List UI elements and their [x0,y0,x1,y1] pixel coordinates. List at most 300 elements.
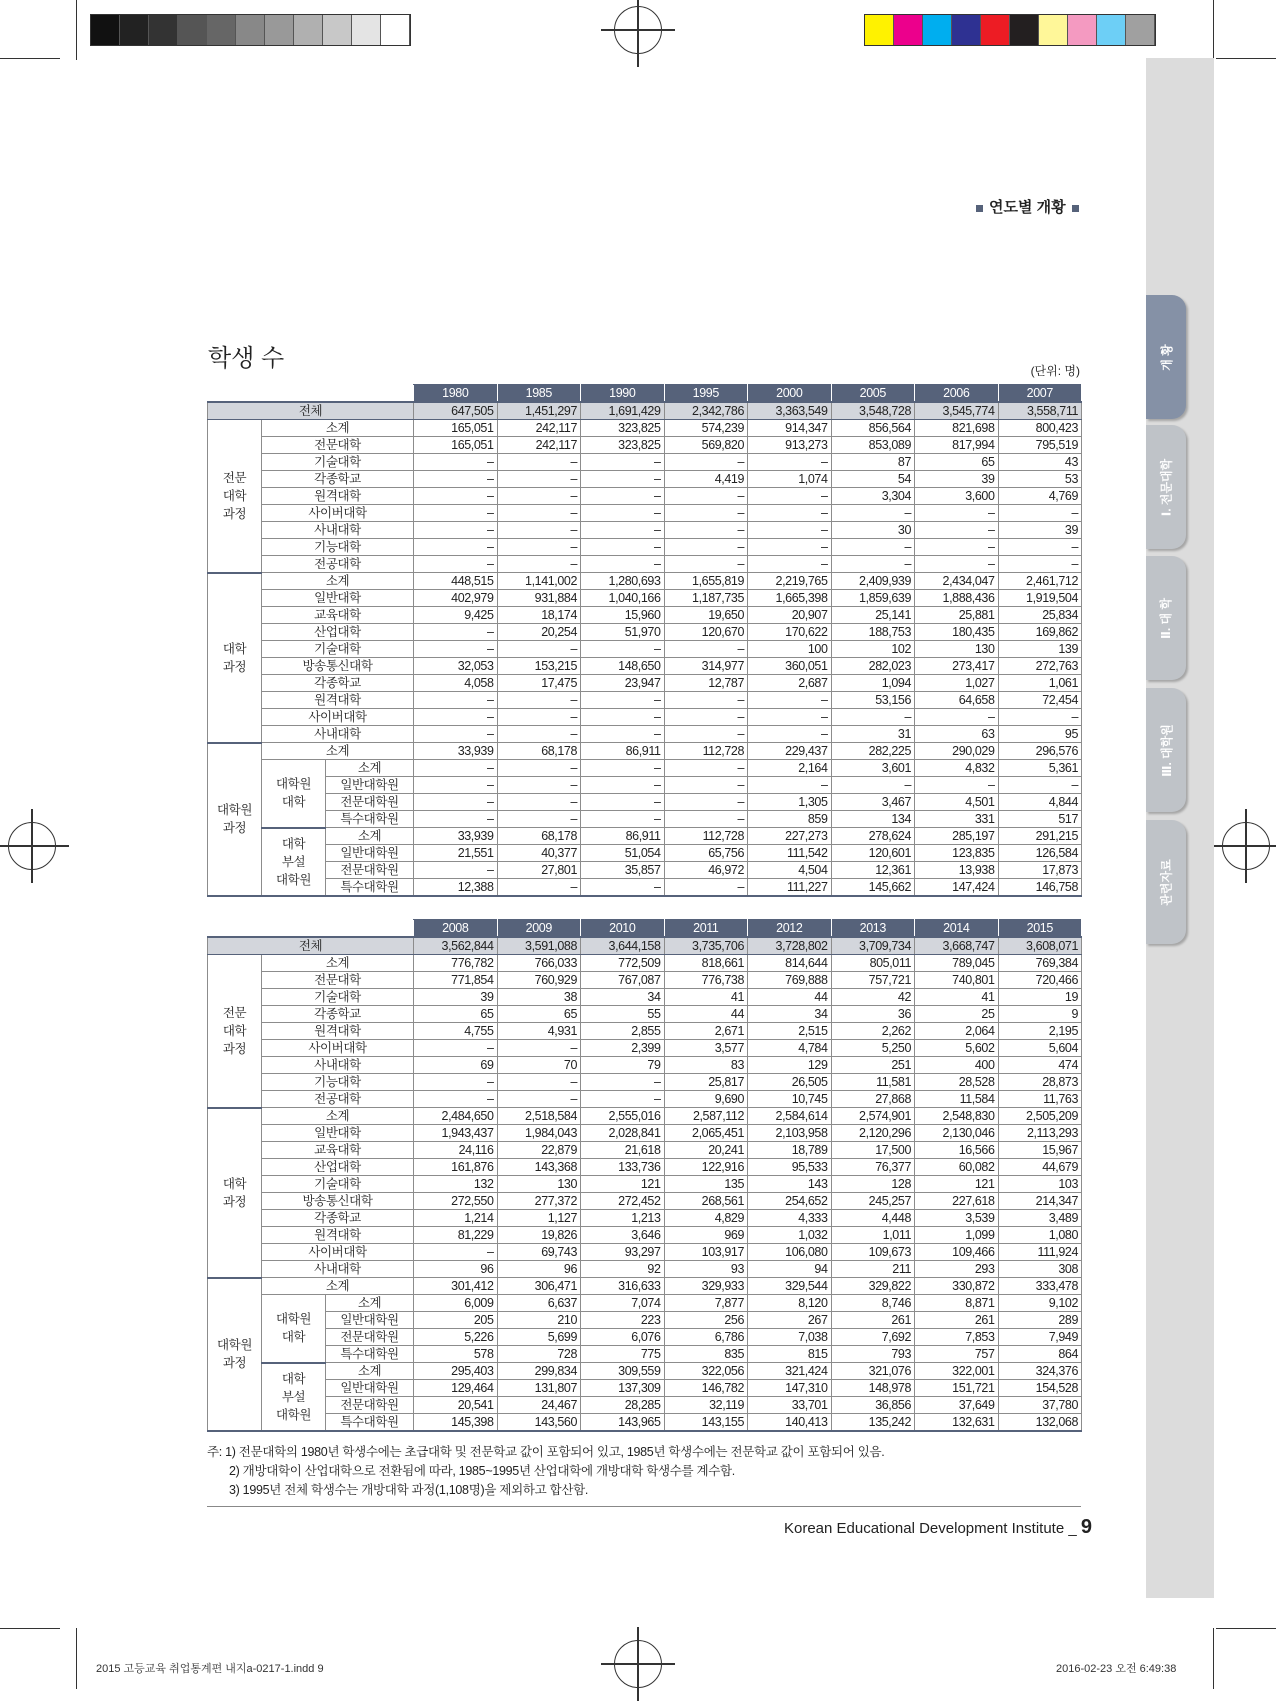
table-cell: 9,102 [998,1295,1082,1312]
table-cell: 20,254 [497,624,581,641]
table-cell: 112,728 [664,743,748,760]
table-cell: 5,226 [414,1329,498,1346]
table-cell: – [831,505,915,522]
table-cell: – [581,879,665,897]
table-row [208,590,1082,607]
table-cell: – [664,539,748,556]
table-row [208,777,1082,794]
table-cell: 2,120,296 [831,1125,915,1142]
table-cell: 864 [998,1346,1082,1363]
table-cell: 1,655,819 [664,573,748,590]
table-cell: 37,780 [998,1397,1082,1414]
table-cell: – [497,811,581,828]
table-cell: – [497,709,581,726]
table-cell: 776,782 [414,955,498,972]
table-cell: 1,919,504 [998,590,1082,607]
table-row [208,726,1082,743]
table-cell: 1,080 [998,1227,1082,1244]
table-cell: – [581,539,665,556]
table-cell: 41 [664,989,748,1006]
table-cell: 3,709,734 [831,937,915,955]
row-label: 특수대학원 [326,1346,414,1363]
table-cell: 859 [748,811,832,828]
table-cell: 3,577 [664,1040,748,1057]
year-header: 2014 [915,920,999,938]
table-cell: 2,855 [581,1023,665,1040]
table-cell: 856,564 [831,420,915,437]
tab-related-data[interactable]: 관련자료 [1146,820,1186,944]
table-cell: 1,451,297 [497,402,581,420]
table-cell: 800,423 [998,420,1082,437]
table-row [208,488,1082,505]
row-label: 기능대학 [262,1074,414,1091]
table-cell: 7,074 [581,1295,665,1312]
row-label: 소계 [326,828,414,845]
table-row [208,1176,1082,1193]
table-cell: 2,065,451 [664,1125,748,1142]
color-swatch [923,15,952,45]
table-cell: 68,178 [497,828,581,845]
row-label: 방송통신대학 [262,658,414,675]
row-label: 특수대학원 [326,811,414,828]
table-cell: 769,384 [998,955,1082,972]
table-cell: 64,658 [915,692,999,709]
table-cell: 853,089 [831,437,915,454]
table-cell: – [497,726,581,743]
row-label: 소계 [326,1363,414,1380]
table-cell: 7,853 [915,1329,999,1346]
table-cell: 15,967 [998,1142,1082,1159]
table-cell: 7,692 [831,1329,915,1346]
table-cell: – [414,862,498,879]
row-label: 기술대학 [262,989,414,1006]
table-cell: 1,691,429 [581,402,665,420]
table-cell: 272,452 [581,1193,665,1210]
table-cell: 815 [748,1346,832,1363]
year-header: 2000 [748,385,832,403]
subgroup-label-attached-graduate: 대학 부설 대학원 [262,828,326,897]
table-cell: 1,665,398 [748,590,832,607]
registration-mark-icon [614,6,662,54]
table-cell: 1,214 [414,1210,498,1227]
row-label: 교육대학 [262,607,414,624]
table-cell: 27,868 [831,1091,915,1108]
table-cell: 161,876 [414,1159,498,1176]
table-cell: 3,728,802 [748,937,832,955]
table-cell: – [664,777,748,794]
row-label: 기능대학 [262,539,414,556]
footnote-1: 주: 1) 전문대학의 1980년 학생수에는 초급대학 및 전문학교 값이 포함되어 있고, 1985년 학생수에는 전문학교 값이 포함되어 있음. [207,1445,885,1459]
table-cell: 1,943,437 [414,1125,498,1142]
table-cell: 123,835 [915,845,999,862]
table-cell: 211 [831,1261,915,1278]
color-swatch [149,15,178,45]
color-swatch [1126,15,1155,45]
table-cell: 33,939 [414,743,498,760]
table-cell: 4,832 [915,760,999,777]
table-cell: 30 [831,522,915,539]
row-label: 소계 [262,1278,414,1295]
group-label-junior-college: 전문 대학 과정 [208,420,262,573]
table-cell: 95 [998,726,1082,743]
table-cell: 1,280,693 [581,573,665,590]
footnote-3: 3) 1995년 전체 학생수는 개방대학 과정(1,108명)을 제외하고 합산함. [229,1483,589,1497]
table-row [208,658,1082,675]
table-cell: 46,972 [664,862,748,879]
row-label: 특수대학원 [326,879,414,897]
tab-overview[interactable]: 개 황 [1146,295,1186,419]
row-label: 전문대학원 [326,1329,414,1346]
table-cell: 1,011 [831,1227,915,1244]
table-cell: 154,528 [998,1380,1082,1397]
table-cell: 1,984,043 [497,1125,581,1142]
table-row [208,1278,1082,1295]
row-label: 원격대학 [262,488,414,505]
table-cell: – [414,811,498,828]
table-cell: – [998,556,1082,573]
table-cell: 146,758 [998,879,1082,897]
table-cell: 227,273 [748,828,832,845]
table-cell: 169,862 [998,624,1082,641]
table-cell: 81,229 [414,1227,498,1244]
table-cell: 321,424 [748,1363,832,1380]
table-row [208,1295,1082,1312]
table-cell: 20,541 [414,1397,498,1414]
table-cell: – [581,692,665,709]
row-label: 일반대학원 [326,1380,414,1397]
table-cell: 135,242 [831,1414,915,1432]
table-cell: 28,528 [915,1074,999,1091]
tab-junior-college[interactable]: Ⅰ. 전문대학 [1146,425,1186,549]
crop-mark [1216,1628,1276,1629]
table-cell: 766,033 [497,955,581,972]
table-cell: 70 [497,1057,581,1074]
table-cell: – [831,777,915,794]
table-cell: 285,197 [915,828,999,845]
table-cell: 34 [581,989,665,1006]
table-cell: 111,924 [998,1244,1082,1261]
table-row [208,1142,1082,1159]
table-cell: 130 [497,1176,581,1193]
row-label: 원격대학 [262,1227,414,1244]
table-cell: 1,094 [831,675,915,692]
table-cell: 1,099 [915,1227,999,1244]
table-cell: – [497,777,581,794]
table-cell: – [497,522,581,539]
table-cell: 9,425 [414,607,498,624]
table-cell: 21,618 [581,1142,665,1159]
table-cell: 1,127 [497,1210,581,1227]
table-cell: – [414,1040,498,1057]
row-label: 전공대학 [262,556,414,573]
table-cell: 2,028,841 [581,1125,665,1142]
table-cell: 720,466 [998,972,1082,989]
table-cell: 333,478 [998,1278,1082,1295]
table-cell: – [748,692,832,709]
table-cell: 308 [998,1261,1082,1278]
table-cell: 4,448 [831,1210,915,1227]
table-cell: 28,873 [998,1074,1082,1091]
table-row [208,1397,1082,1414]
table-cell: 4,769 [998,488,1082,505]
table-cell: 4,419 [664,471,748,488]
table-cell: 112,728 [664,828,748,845]
table-cell: 111,542 [748,845,832,862]
table-cell: – [414,760,498,777]
table-cell: – [664,879,748,897]
table-cell: – [414,692,498,709]
table-cell: 210 [497,1312,581,1329]
row-label: 일반대학 [262,590,414,607]
color-swatch [894,15,923,45]
table-cell: 771,854 [414,972,498,989]
tab-graduate-school[interactable]: Ⅲ. 대학원 [1146,688,1186,812]
table-cell: 2,484,650 [414,1108,498,1125]
table-cell: 60,082 [915,1159,999,1176]
table-cell: – [497,1074,581,1091]
table-cell: 2,671 [664,1023,748,1040]
table-cell: 289 [998,1312,1082,1329]
table-cell: 79 [581,1057,665,1074]
table-cell: 100 [748,641,832,658]
table-cell: 93,297 [581,1244,665,1261]
table-cell: – [414,1074,498,1091]
table-cell: 314,977 [664,658,748,675]
table-cell: 92 [581,1261,665,1278]
table-cell: 2,342,786 [664,402,748,420]
table-row [208,675,1082,692]
table-cell: 400 [915,1057,999,1074]
color-swatch [381,15,410,45]
table-cell: 44,679 [998,1159,1082,1176]
table-cell: 11,581 [831,1074,915,1091]
table-cell: 767,087 [581,972,665,989]
table-cell: 474 [998,1057,1082,1074]
table-cell: 133,736 [581,1159,665,1176]
table-cell: 28,285 [581,1397,665,1414]
table-cell: 261 [915,1312,999,1329]
table-cell: 53,156 [831,692,915,709]
table-cell: 103 [998,1176,1082,1193]
table-cell: – [748,556,832,573]
table-cell: 227,618 [915,1193,999,1210]
table-cell: 122,916 [664,1159,748,1176]
table-row [208,641,1082,658]
table-cell: – [915,522,999,539]
table-cell: 309,559 [581,1363,665,1380]
table-cell: 760,929 [497,972,581,989]
group-label-graduate: 대학원 과정 [208,1278,262,1432]
table-cell: – [581,454,665,471]
table-row [208,1074,1082,1091]
table-row [208,1227,1082,1244]
color-swatch [294,15,323,45]
table-cell: 2,574,901 [831,1108,915,1125]
table-cell: – [581,777,665,794]
table-cell: – [915,505,999,522]
table-cell: 242,117 [497,437,581,454]
table-cell: 5,602 [915,1040,999,1057]
table-cell: 25,834 [998,607,1082,624]
table-cell: 38 [497,989,581,1006]
row-label: 각종학교 [262,1006,414,1023]
table-cell: 94 [748,1261,832,1278]
table-cell: – [998,709,1082,726]
table-cell: 775 [581,1346,665,1363]
year-header: 1980 [414,385,498,403]
table-cell: 43 [998,454,1082,471]
table-cell: – [831,709,915,726]
table-cell: 2,518,584 [497,1108,581,1125]
page-footer [784,1516,1092,1539]
table-cell: 291,215 [998,828,1082,845]
table-cell: 254,652 [748,1193,832,1210]
color-swatch [207,15,236,45]
row-label: 소계 [262,573,414,590]
table-cell: 1,074 [748,471,832,488]
table-cell: 11,763 [998,1091,1082,1108]
row-label: 전문대학원 [326,862,414,879]
table-cell: 2,515 [748,1023,832,1040]
table-cell: 3,668,747 [915,937,999,955]
table-cell: 36 [831,1006,915,1023]
table-cell: 5,699 [497,1329,581,1346]
table-cell: 25,141 [831,607,915,624]
table-cell: – [664,556,748,573]
table-cell: 969 [664,1227,748,1244]
table-cell: – [664,794,748,811]
table-cell: 306,471 [497,1278,581,1295]
table-cell: – [915,539,999,556]
table-cell: 329,822 [831,1278,915,1295]
table-cell: 26,505 [748,1074,832,1091]
row-label: 기술대학 [262,1176,414,1193]
table-cell: 130 [915,641,999,658]
table-cell: 25 [915,1006,999,1023]
table-cell: 42 [831,989,915,1006]
table-cell: 148,978 [831,1380,915,1397]
table-cell: 31 [831,726,915,743]
table-cell: 3,467 [831,794,915,811]
table-cell: 19 [998,989,1082,1006]
table-cell: 6,009 [414,1295,498,1312]
table-cell: 2,548,830 [915,1108,999,1125]
table-row [208,862,1082,879]
year-header: 1995 [664,385,748,403]
table-cell: 772,509 [581,955,665,972]
table-cell: 295,403 [414,1363,498,1380]
table-cell: 296,576 [998,743,1082,760]
table-cell: 2,587,112 [664,1108,748,1125]
table-row [208,1244,1082,1261]
table-cell: 3,646 [581,1227,665,1244]
table-row [208,879,1082,897]
table-cell: – [998,777,1082,794]
table-cell: 86,911 [581,743,665,760]
color-swatch [1097,15,1126,45]
table-cell: 165,051 [414,420,498,437]
table-cell: 3,489 [998,1210,1082,1227]
table-cell: 55 [581,1006,665,1023]
row-label: 전문대학원 [326,794,414,811]
table-cell: 143,368 [497,1159,581,1176]
table-cell: 17,475 [497,675,581,692]
table-cell: 2,584,614 [748,1108,832,1125]
table-row [208,556,1082,573]
table-cell: – [664,454,748,471]
tab-university[interactable]: Ⅱ. 대 학 [1146,556,1186,680]
table-cell: 76,377 [831,1159,915,1176]
table-row [208,794,1082,811]
row-label: 각종학교 [262,1210,414,1227]
table-cell: – [831,556,915,573]
table-cell: – [497,879,581,897]
table-cell: 69,743 [497,1244,581,1261]
table-cell: 143 [748,1176,832,1193]
table-row [208,573,1082,590]
table-cell: – [497,471,581,488]
table-cell: 4,829 [664,1210,748,1227]
institute-name: Korean Educational Development Institute _ [784,1520,1081,1537]
table-cell: 109,673 [831,1244,915,1261]
table-cell: 27,801 [497,862,581,879]
crop-mark [1216,58,1276,59]
table-cell: 323,825 [581,420,665,437]
table-cell: 16,566 [915,1142,999,1159]
table-cell: 931,884 [497,590,581,607]
row-label: 사이버대학 [262,1244,414,1261]
table-cell: 2,219,765 [748,573,832,590]
table-cell: 517 [998,811,1082,828]
table-cell: 9,690 [664,1091,748,1108]
year-header: 2005 [831,385,915,403]
table-cell: 267 [748,1312,832,1329]
year-header: 2013 [831,920,915,938]
table-row [208,1346,1082,1363]
row-label: 전문대학 [262,437,414,454]
table-cell: 148,650 [581,658,665,675]
table-cell: 65 [915,454,999,471]
year-header: 2015 [998,920,1082,938]
table-cell: 10,745 [748,1091,832,1108]
row-label: 일반대학원 [326,777,414,794]
table-cell: 323,825 [581,437,665,454]
table-cell: 331 [915,811,999,828]
table-cell: – [581,1091,665,1108]
table-cell: 789,045 [915,955,999,972]
table-cell: 32,053 [414,658,498,675]
group-label-junior-college: 전문 대학 과정 [208,955,262,1108]
table-cell: 1,141,002 [497,573,581,590]
table-cell: – [497,760,581,777]
table-cell: 293 [915,1261,999,1278]
table-cell: 914,347 [748,420,832,437]
table-cell: 96 [497,1261,581,1278]
table-row [208,1006,1082,1023]
table-cell: 7,949 [998,1329,1082,1346]
color-swatch [1039,15,1068,45]
table-cell: 4,844 [998,794,1082,811]
row-label: 전체 [208,937,414,955]
table-cell: 322,056 [664,1363,748,1380]
table-cell: 5,604 [998,1040,1082,1057]
table-cell: – [748,539,832,556]
year-header: 1990 [581,385,665,403]
registration-mark-icon [614,1640,662,1688]
table-cell: 180,435 [915,624,999,641]
page-number: 9 [1080,1516,1092,1538]
table-cell: 93 [664,1261,748,1278]
